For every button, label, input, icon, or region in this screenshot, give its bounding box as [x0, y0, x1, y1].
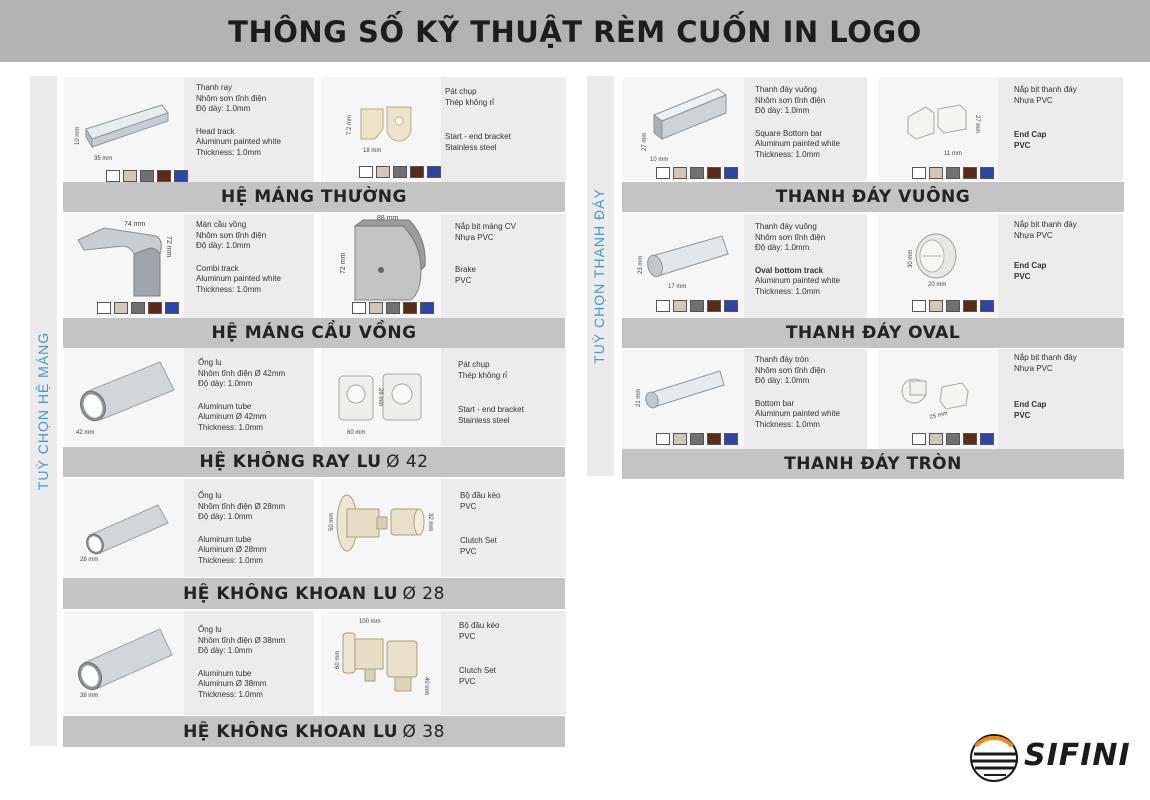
- spec-line: Oval bottom track: [755, 265, 824, 275]
- dim-b: 11 mm: [944, 151, 962, 157]
- color-swatches: [912, 167, 994, 179]
- spec-line: Ống lu: [198, 491, 222, 500]
- part-card: [64, 479, 314, 577]
- spec-line: Thickness: 1.0mm: [196, 284, 261, 294]
- spec-line: Aluminum tube: [198, 534, 252, 544]
- spec-line: Start - end bracket: [458, 405, 524, 414]
- color-swatches: [656, 300, 738, 312]
- part-card: [321, 77, 566, 182]
- dim-b: 32 mm: [427, 513, 433, 532]
- spec-line: Clutch Set: [459, 666, 496, 675]
- swatch-white: [912, 433, 926, 445]
- spec-line: Stainless steel: [458, 415, 510, 425]
- brand-logo: [968, 728, 1143, 788]
- round-bar-spec: [755, 355, 867, 430]
- swatch-beige: [369, 302, 383, 314]
- color-swatches: [352, 302, 434, 314]
- group-title-diameter: Ø 28: [402, 583, 445, 604]
- part-card: [321, 479, 566, 577]
- part-card: [64, 214, 314, 318]
- spec-line: Nắp bịt thanh đáy: [1014, 220, 1077, 229]
- bracket-spec: [445, 87, 563, 153]
- spec-line: End Cap: [1014, 400, 1047, 409]
- spec-line: Mán cầu vồng: [196, 220, 247, 229]
- spec-line: Nhôm tĩnh điện Ø 42mm: [198, 368, 286, 378]
- part-card: [878, 214, 1123, 318]
- spec-line: Nắp bịt thanh đáy: [1014, 85, 1077, 94]
- spec-line: Độ dày: 1.0mm: [196, 241, 251, 250]
- swatch-blue: [980, 433, 994, 445]
- spec-line: Head track: [196, 126, 235, 136]
- spec-line: Start - end bracket: [445, 132, 511, 141]
- group-title-band: [63, 578, 565, 609]
- bracket-42-spec: [458, 360, 563, 426]
- tube-38-spec: [198, 625, 311, 700]
- spec-line: Độ dày: 1.0mm: [755, 376, 810, 385]
- swatch-white: [912, 167, 926, 179]
- spec-line: Nhựa PVC: [1014, 363, 1053, 373]
- clutch-28-photo: [321, 479, 441, 577]
- spec-line: Nắp bịt thanh đáy: [1014, 353, 1077, 362]
- swatch-grey: [690, 433, 704, 445]
- spec-line: PVC: [1014, 140, 1031, 150]
- group-title-band: [622, 182, 1124, 212]
- group-title: THANH ĐÁY VUÔNG: [775, 187, 971, 207]
- spec-line: Ống lu: [198, 358, 222, 367]
- swatch-beige: [929, 300, 943, 312]
- dim-a: 88 mm: [377, 215, 399, 222]
- swatch-beige: [929, 167, 943, 179]
- swatch-beige: [123, 170, 137, 182]
- spec-line: End Cap: [1014, 261, 1047, 270]
- swatch-brown: [963, 433, 977, 445]
- part-card: [622, 214, 867, 318]
- swatch-white: [97, 302, 111, 314]
- spec-line: Aluminum painted white: [755, 139, 840, 148]
- spec-line: Thickness: 1.0mm: [198, 689, 263, 699]
- part-card: [64, 348, 314, 446]
- spec-line: PVC: [455, 275, 472, 285]
- group-title: THANH ĐÁY TRÒN: [784, 454, 962, 474]
- swatch-brown: [963, 167, 977, 179]
- head-track-spec: [196, 83, 311, 158]
- swatch-blue: [724, 300, 738, 312]
- square-endcap-spec: [1014, 85, 1122, 151]
- part-card: [622, 349, 867, 449]
- spec-line: Aluminum Ø 28mm: [198, 545, 267, 554]
- spec-line: Thanh đáy vuông: [755, 222, 817, 231]
- dim-a: 60 mm: [347, 430, 366, 436]
- dim-b: 10 mm: [650, 157, 669, 163]
- swatch-white: [656, 300, 670, 312]
- spec-line: Aluminum painted white: [196, 137, 281, 146]
- dim-a: 23 mm: [638, 255, 644, 274]
- spec-line: Nhựa PVC: [455, 232, 494, 242]
- group-title: HỆ KHÔNG RAY LU: [199, 452, 382, 472]
- color-swatches: [656, 167, 738, 179]
- swatch-blue: [724, 167, 738, 179]
- spec-line: Thickness: 1.0mm: [198, 555, 263, 565]
- tube-42-shape: [64, 348, 184, 446]
- swatch-grey: [131, 302, 145, 314]
- swatch-beige: [673, 433, 687, 445]
- logo-text: SIFINI: [1024, 738, 1131, 773]
- tube-28-shape: [64, 479, 184, 577]
- color-swatches: [359, 166, 441, 178]
- head-track-shape: [64, 77, 184, 182]
- swatch-grey: [690, 167, 704, 179]
- group-title: HỆ KHÔNG KHOAN LU: [183, 583, 399, 604]
- dim-a: 27 mm: [642, 132, 648, 151]
- part-card: [321, 611, 566, 715]
- spec-line: Nhôm sơn tĩnh điện: [196, 230, 267, 240]
- dim-a: 30 mm: [908, 249, 914, 268]
- dim-a: 27 mm: [974, 115, 980, 134]
- group-title-band: [63, 447, 565, 477]
- spec-line: Độ dày: 1.0mm: [198, 512, 253, 521]
- spec-line: Nhôm sơn tĩnh điện: [755, 232, 826, 242]
- dim-b: 72 mm: [165, 236, 172, 258]
- group-title-band: [63, 182, 565, 212]
- dim-b: 18 mm: [363, 148, 382, 154]
- part-card: [878, 77, 1123, 181]
- spec-line: PVC: [459, 631, 476, 641]
- color-swatches: [97, 302, 179, 314]
- dim-b: 28 mm: [377, 388, 383, 407]
- clutch-38-photo: [321, 611, 441, 715]
- swatch-blue: [420, 302, 434, 314]
- swatch-white: [359, 166, 373, 178]
- swatch-grey: [386, 302, 400, 314]
- swatch-beige: [673, 167, 687, 179]
- spec-line: Thép không rỉ: [458, 370, 507, 380]
- spec-line: Nhựa PVC: [1014, 95, 1053, 105]
- group-title: HỆ MÁNG THƯỜNG: [221, 187, 407, 207]
- swatch-brown: [707, 300, 721, 312]
- spec-line: Aluminum tube: [198, 401, 252, 411]
- bracket-42-photo: [321, 348, 441, 446]
- spec-line: Nhôm sơn tĩnh điện: [755, 95, 826, 105]
- spec-line: Bottom bar: [755, 398, 795, 408]
- swatch-white: [106, 170, 120, 182]
- swatch-grey: [690, 300, 704, 312]
- group-title: THANH ĐÁY OVAL: [785, 323, 961, 343]
- tube-28-spec: [198, 491, 311, 566]
- spec-line: Thanh đáy vuông: [755, 85, 817, 94]
- spec-line: Combi track: [196, 263, 239, 273]
- dim-a: 42 mm: [76, 430, 95, 436]
- tube-28-photo: [64, 479, 184, 577]
- spec-line: Thickness: 1.0mm: [755, 149, 820, 159]
- spec-line: Nhựa PVC: [1014, 230, 1053, 240]
- spec-line: Độ dày: 1.0mm: [755, 106, 810, 115]
- spec-line: PVC: [1014, 410, 1031, 420]
- dim-a: 100 mm: [359, 619, 381, 625]
- dim-b: 17 mm: [668, 284, 687, 290]
- head-track-photo: [64, 77, 184, 182]
- swatch-white: [656, 167, 670, 179]
- spec-line: End Cap: [1014, 130, 1047, 139]
- globe-icon: [968, 728, 1022, 788]
- spec-line: Bộ đầu kéo: [460, 491, 501, 500]
- swatch-grey: [393, 166, 407, 178]
- spec-line: Aluminum painted white: [755, 276, 840, 285]
- spec-line: Clutch Set: [460, 536, 497, 545]
- left-section-label: TUỲ CHỌN HỆ MÁNG: [35, 331, 51, 491]
- swatch-brown: [403, 302, 417, 314]
- round-endcap-spec: [1014, 353, 1122, 421]
- spec-line: Nhôm sơn tĩnh điện: [755, 365, 826, 375]
- swatch-blue: [724, 433, 738, 445]
- spec-line: PVC: [459, 676, 476, 686]
- tube-38-photo: [64, 611, 184, 715]
- color-swatches: [656, 433, 738, 445]
- spec-line: Thanh đáy tròn: [755, 355, 809, 364]
- spec-line: Độ dày: 1.0mm: [196, 104, 251, 113]
- square-bar-shape: [622, 77, 744, 181]
- spec-line: Nhôm tĩnh điện Ø 38mm: [198, 635, 286, 645]
- swatch-brown: [157, 170, 171, 182]
- group-title-band: [63, 716, 565, 747]
- spec-line: Square Bottom bar: [755, 128, 823, 138]
- dim-b: 72 mm: [340, 252, 347, 274]
- swatch-brown: [707, 167, 721, 179]
- color-swatches: [912, 433, 994, 445]
- swatch-beige: [929, 433, 943, 445]
- spec-line: Nắp bịt máng CV: [455, 222, 516, 231]
- oval-endcap-spec: [1014, 220, 1122, 282]
- dim-a: 10 mm: [75, 126, 81, 145]
- swatch-blue: [980, 167, 994, 179]
- part-card: [64, 77, 314, 182]
- square-bar-photo: [622, 77, 744, 181]
- spec-line: Nhôm tĩnh điện Ø 28mm: [198, 501, 286, 511]
- color-swatches: [106, 170, 188, 182]
- swatch-blue: [165, 302, 179, 314]
- part-card: [321, 214, 566, 318]
- spec-line: Aluminum Ø 38mm: [198, 679, 267, 688]
- spec-line: Aluminum tube: [198, 668, 252, 678]
- dim-a: 28 mm: [80, 557, 99, 563]
- swatch-white: [352, 302, 366, 314]
- group-title-diameter: Ø 38: [402, 721, 445, 742]
- spec-line: Ống lu: [198, 625, 222, 634]
- dim-a: 50 mm: [329, 512, 335, 531]
- color-swatches: [912, 300, 994, 312]
- dim-a: 25 mm: [929, 410, 949, 421]
- part-card: [622, 77, 867, 181]
- spec-line: Thickness: 1.0mm: [755, 419, 820, 429]
- spec-line: Độ dày: 1.0mm: [198, 646, 253, 655]
- swatch-white: [912, 300, 926, 312]
- square-endcap-shape: [878, 77, 998, 181]
- spec-line: Aluminum Ø 42mm: [198, 412, 267, 421]
- swatch-brown: [410, 166, 424, 178]
- group-title-diameter: Ø 42: [386, 452, 429, 472]
- dim-b: 60 mm: [335, 650, 341, 669]
- spec-line: Thickness: 1.0mm: [198, 422, 263, 432]
- swatch-blue: [427, 166, 441, 178]
- swatch-brown: [707, 433, 721, 445]
- spec-line: PVC: [460, 501, 477, 511]
- swatch-blue: [174, 170, 188, 182]
- tube-38-shape: [64, 611, 184, 715]
- spec-line: Thanh ray: [196, 83, 233, 92]
- spec-line: Stainless steel: [445, 142, 497, 152]
- swatch-brown: [148, 302, 162, 314]
- clutch-38-shape: [321, 611, 441, 715]
- clutch-38-spec: [459, 621, 563, 687]
- swatch-white: [656, 433, 670, 445]
- spec-line: Aluminum painted white: [755, 409, 840, 418]
- square-endcap-photo: [878, 77, 998, 181]
- swatch-brown: [963, 300, 977, 312]
- tube-42-photo: [64, 348, 184, 446]
- dim-a: 74 mm: [124, 221, 146, 228]
- group-title: HỆ MÁNG CẦU VỒNG: [211, 323, 417, 343]
- right-section-label: TUỲ CHỌN THANH ĐÁY: [591, 188, 607, 364]
- spec-line: PVC: [460, 546, 477, 556]
- spec-line: Thickness: 1.0mm: [755, 286, 820, 296]
- swatch-beige: [673, 300, 687, 312]
- tube-42-spec: [198, 358, 311, 433]
- dim-b: 35 mm: [94, 156, 113, 162]
- combi-track-spec: [196, 220, 311, 295]
- page-title: THÔNG SỐ KỸ THUẬT RÈM CUỐN IN LOGO: [228, 15, 922, 49]
- swatch-grey: [946, 167, 960, 179]
- spec-line: Nhôm sơn tĩnh điện: [196, 93, 267, 103]
- part-card: [64, 611, 314, 715]
- swatch-grey: [946, 300, 960, 312]
- swatch-grey: [140, 170, 154, 182]
- dim-b: 20 mm: [928, 282, 947, 288]
- clutch-28-shape: [321, 479, 441, 577]
- oval-bar-spec: [755, 222, 867, 297]
- group-title-band: [622, 318, 1124, 348]
- spec-line: PVC: [1014, 271, 1031, 281]
- spec-line: Độ dày: 1.0mm: [755, 243, 810, 252]
- part-card: [878, 349, 1123, 449]
- swatch-beige: [114, 302, 128, 314]
- clutch-28-spec: [460, 491, 563, 557]
- spec-line: Thickness: 1.0mm: [196, 147, 261, 157]
- brake-cap-spec: [455, 222, 563, 286]
- group-title-band: [63, 318, 565, 348]
- swatch-blue: [980, 300, 994, 312]
- spec-line: Pát chụp: [458, 360, 490, 369]
- spec-line: Aluminum painted white: [196, 274, 281, 283]
- spec-line: Bộ đầu kéo: [459, 621, 500, 630]
- spec-line: Thép không rỉ: [445, 97, 494, 107]
- part-card: [321, 348, 566, 446]
- dim-c: 40 mm: [423, 677, 429, 696]
- dim-a: 38 mm: [80, 693, 99, 699]
- dim-a: 21 mm: [636, 388, 642, 407]
- group-title: HỆ KHÔNG KHOAN LU: [183, 721, 399, 742]
- spec-line: Brake: [455, 265, 476, 274]
- square-bar-spec: [755, 85, 867, 160]
- dim-a: 7.2 mm: [347, 114, 353, 135]
- bracket-42-shape: [321, 348, 441, 446]
- spec-line: Pát chụp: [445, 87, 477, 96]
- spec-line: Độ dày: 1.0mm: [198, 379, 253, 388]
- group-title-band: [622, 449, 1124, 479]
- swatch-grey: [946, 433, 960, 445]
- swatch-beige: [376, 166, 390, 178]
